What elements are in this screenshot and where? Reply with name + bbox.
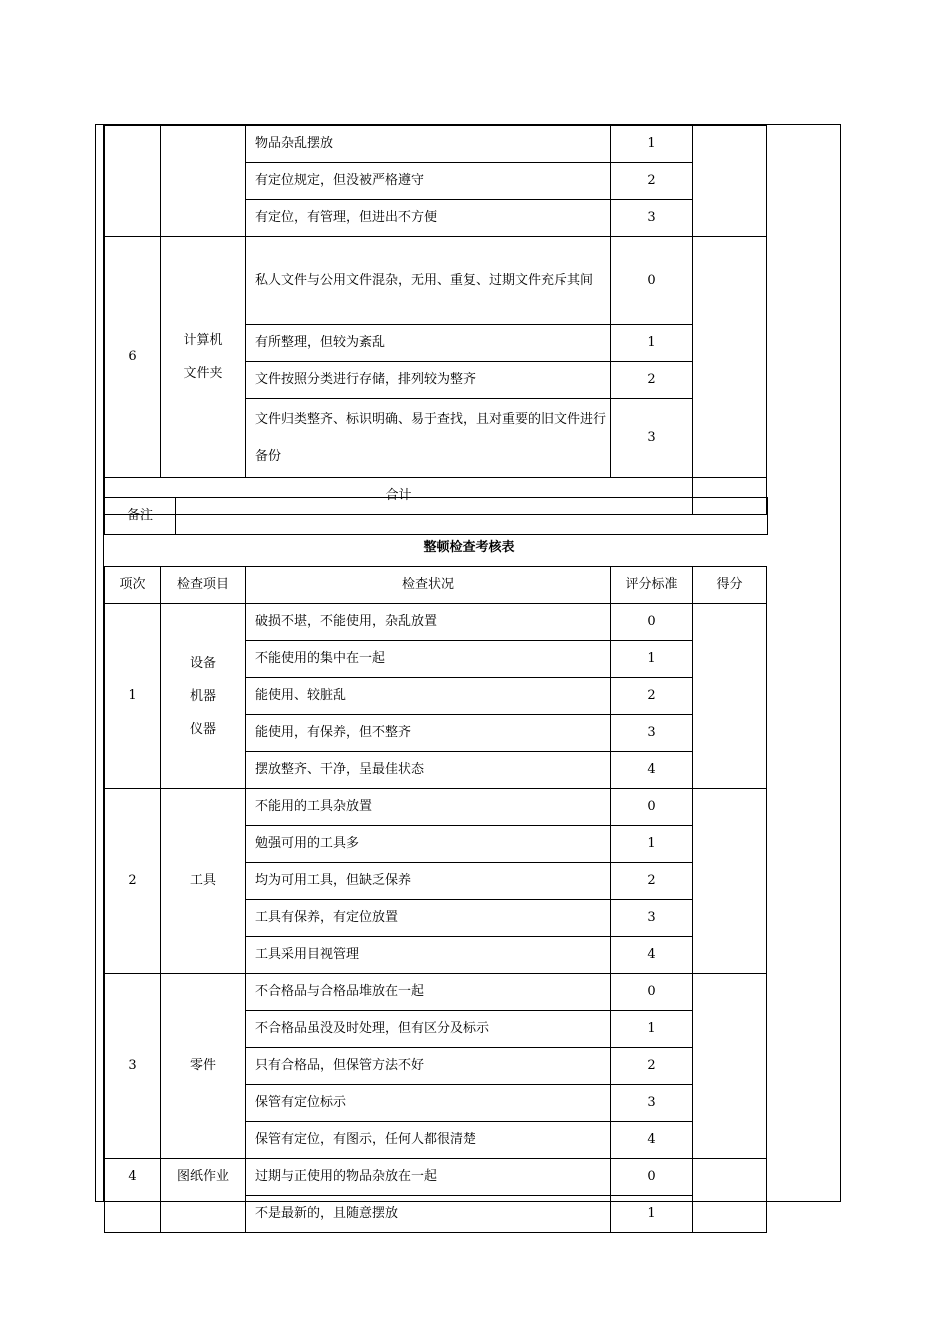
standard-cell: 1 xyxy=(611,1196,693,1233)
status-cell: 工具采用目视管理 xyxy=(246,937,611,974)
standard-cell: 4 xyxy=(611,1122,693,1159)
score-cell[interactable] xyxy=(693,237,767,478)
status-cell: 保管有定位标示 xyxy=(246,1085,611,1122)
standard-cell: 0 xyxy=(611,1159,693,1196)
item-name-cell xyxy=(161,126,246,237)
standard-cell: 3 xyxy=(611,399,693,478)
score-cell[interactable] xyxy=(693,974,767,1159)
header-no: 项次 xyxy=(105,567,161,604)
status-cell: 保管有定位，有图示，任何人都很清楚 xyxy=(246,1122,611,1159)
standard-cell: 1 xyxy=(611,1011,693,1048)
header-score: 得分 xyxy=(693,567,767,604)
header-row xyxy=(105,567,767,604)
total-label: 合计 xyxy=(105,478,693,515)
status-cell: 文件按照分类进行存储，排列较为整齐 xyxy=(246,362,611,399)
standard-cell: 3 xyxy=(611,715,693,752)
item-name-cell xyxy=(161,237,246,478)
standard-cell: 0 xyxy=(611,604,693,641)
status-cell: 有所整理，但较为紊乱 xyxy=(246,325,611,362)
status-cell: 工具有保养，有定位放置 xyxy=(246,900,611,937)
score-cell[interactable] xyxy=(693,789,767,974)
standard-cell: 4 xyxy=(611,752,693,789)
item-name-line: 机器 xyxy=(189,688,216,704)
item-name-line: 计算机 xyxy=(183,333,223,348)
score-cell[interactable] xyxy=(693,1159,767,1233)
status-cell: 均为可用工具，但缺乏保养 xyxy=(246,863,611,900)
header-status: 检查状况 xyxy=(246,567,611,604)
status-cell: 过期与正使用的物品杂放在一起 xyxy=(246,1159,611,1196)
status-cell: 私人文件与公用文件混杂，无用、重复、过期文件充斥其间 xyxy=(246,237,611,325)
status-cell: 能使用、较脏乱 xyxy=(246,678,611,715)
item-no-cell: 2 xyxy=(105,789,161,974)
status-cell: 有定位规定，但没被严格遵守 xyxy=(246,163,611,200)
status-cell: 不能使用的集中在一起 xyxy=(246,641,611,678)
standard-cell: 0 xyxy=(611,974,693,1011)
standard-cell: 0 xyxy=(611,789,693,826)
standard-cell: 2 xyxy=(611,863,693,900)
standard-cell: 3 xyxy=(611,900,693,937)
score-cell[interactable] xyxy=(693,604,767,789)
status-cell: 能使用，有保养，但不整齐 xyxy=(246,715,611,752)
status-cell: 文件归类整齐、标识明确、易于查找，且对重要的旧文件进行备份 xyxy=(246,399,611,478)
status-cell: 勉强可用的工具多 xyxy=(246,826,611,863)
status-cell: 物品杂乱摆放 xyxy=(246,126,611,163)
remark-input[interactable] xyxy=(176,498,768,535)
header-item: 检查项目 xyxy=(161,567,246,604)
item-no-cell: 6 xyxy=(105,237,161,478)
standard-cell: 1 xyxy=(611,826,693,863)
inspection-table xyxy=(104,566,767,1233)
item-name-cell xyxy=(161,604,246,789)
item-name-cell: 工具 xyxy=(161,789,246,974)
status-cell: 不是最新的，且随意摆放 xyxy=(246,1196,611,1233)
standard-cell: 1 xyxy=(611,325,693,362)
standard-cell: 4 xyxy=(611,937,693,974)
standard-cell: 0 xyxy=(611,237,693,325)
remark-table xyxy=(104,497,768,535)
status-cell: 只有合格品，但保管方法不好 xyxy=(246,1048,611,1085)
standard-cell: 1 xyxy=(611,641,693,678)
standard-cell: 2 xyxy=(611,678,693,715)
item-name-line: 设备 xyxy=(189,655,216,671)
table-title: 整顿检查考核表 xyxy=(423,540,515,555)
standard-cell: 2 xyxy=(611,362,693,399)
status-cell: 有定位，有管理，但进出不方便 xyxy=(246,200,611,237)
status-cell: 不合格品虽没及时处理，但有区分及标示 xyxy=(246,1011,611,1048)
remark-label: 备注 xyxy=(105,498,176,535)
status-cell: 不能用的工具杂放置 xyxy=(246,789,611,826)
continued-table xyxy=(104,125,767,515)
item-no-cell: 4 xyxy=(105,1159,161,1233)
item-no-cell: 1 xyxy=(105,604,161,789)
score-cell[interactable] xyxy=(693,126,767,237)
standard-cell: 2 xyxy=(611,163,693,200)
status-cell: 不合格品与合格品堆放在一起 xyxy=(246,974,611,1011)
standard-cell: 2 xyxy=(611,1048,693,1085)
item-name-line: 仪器 xyxy=(189,721,216,737)
standard-cell: 3 xyxy=(611,1085,693,1122)
header-standard: 评分标准 xyxy=(611,567,693,604)
standard-cell: 3 xyxy=(611,200,693,237)
item-name-cell: 图纸作业 xyxy=(161,1159,246,1233)
standard-cell: 1 xyxy=(611,126,693,163)
status-cell: 破损不堪，不能使用，杂乱放置 xyxy=(246,604,611,641)
status-cell: 摆放整齐、干净，呈最佳状态 xyxy=(246,752,611,789)
item-name-cell: 零件 xyxy=(161,974,246,1159)
item-no-cell: 3 xyxy=(105,974,161,1159)
item-no-cell xyxy=(105,126,161,237)
item-name-line: 文件夹 xyxy=(183,366,223,381)
